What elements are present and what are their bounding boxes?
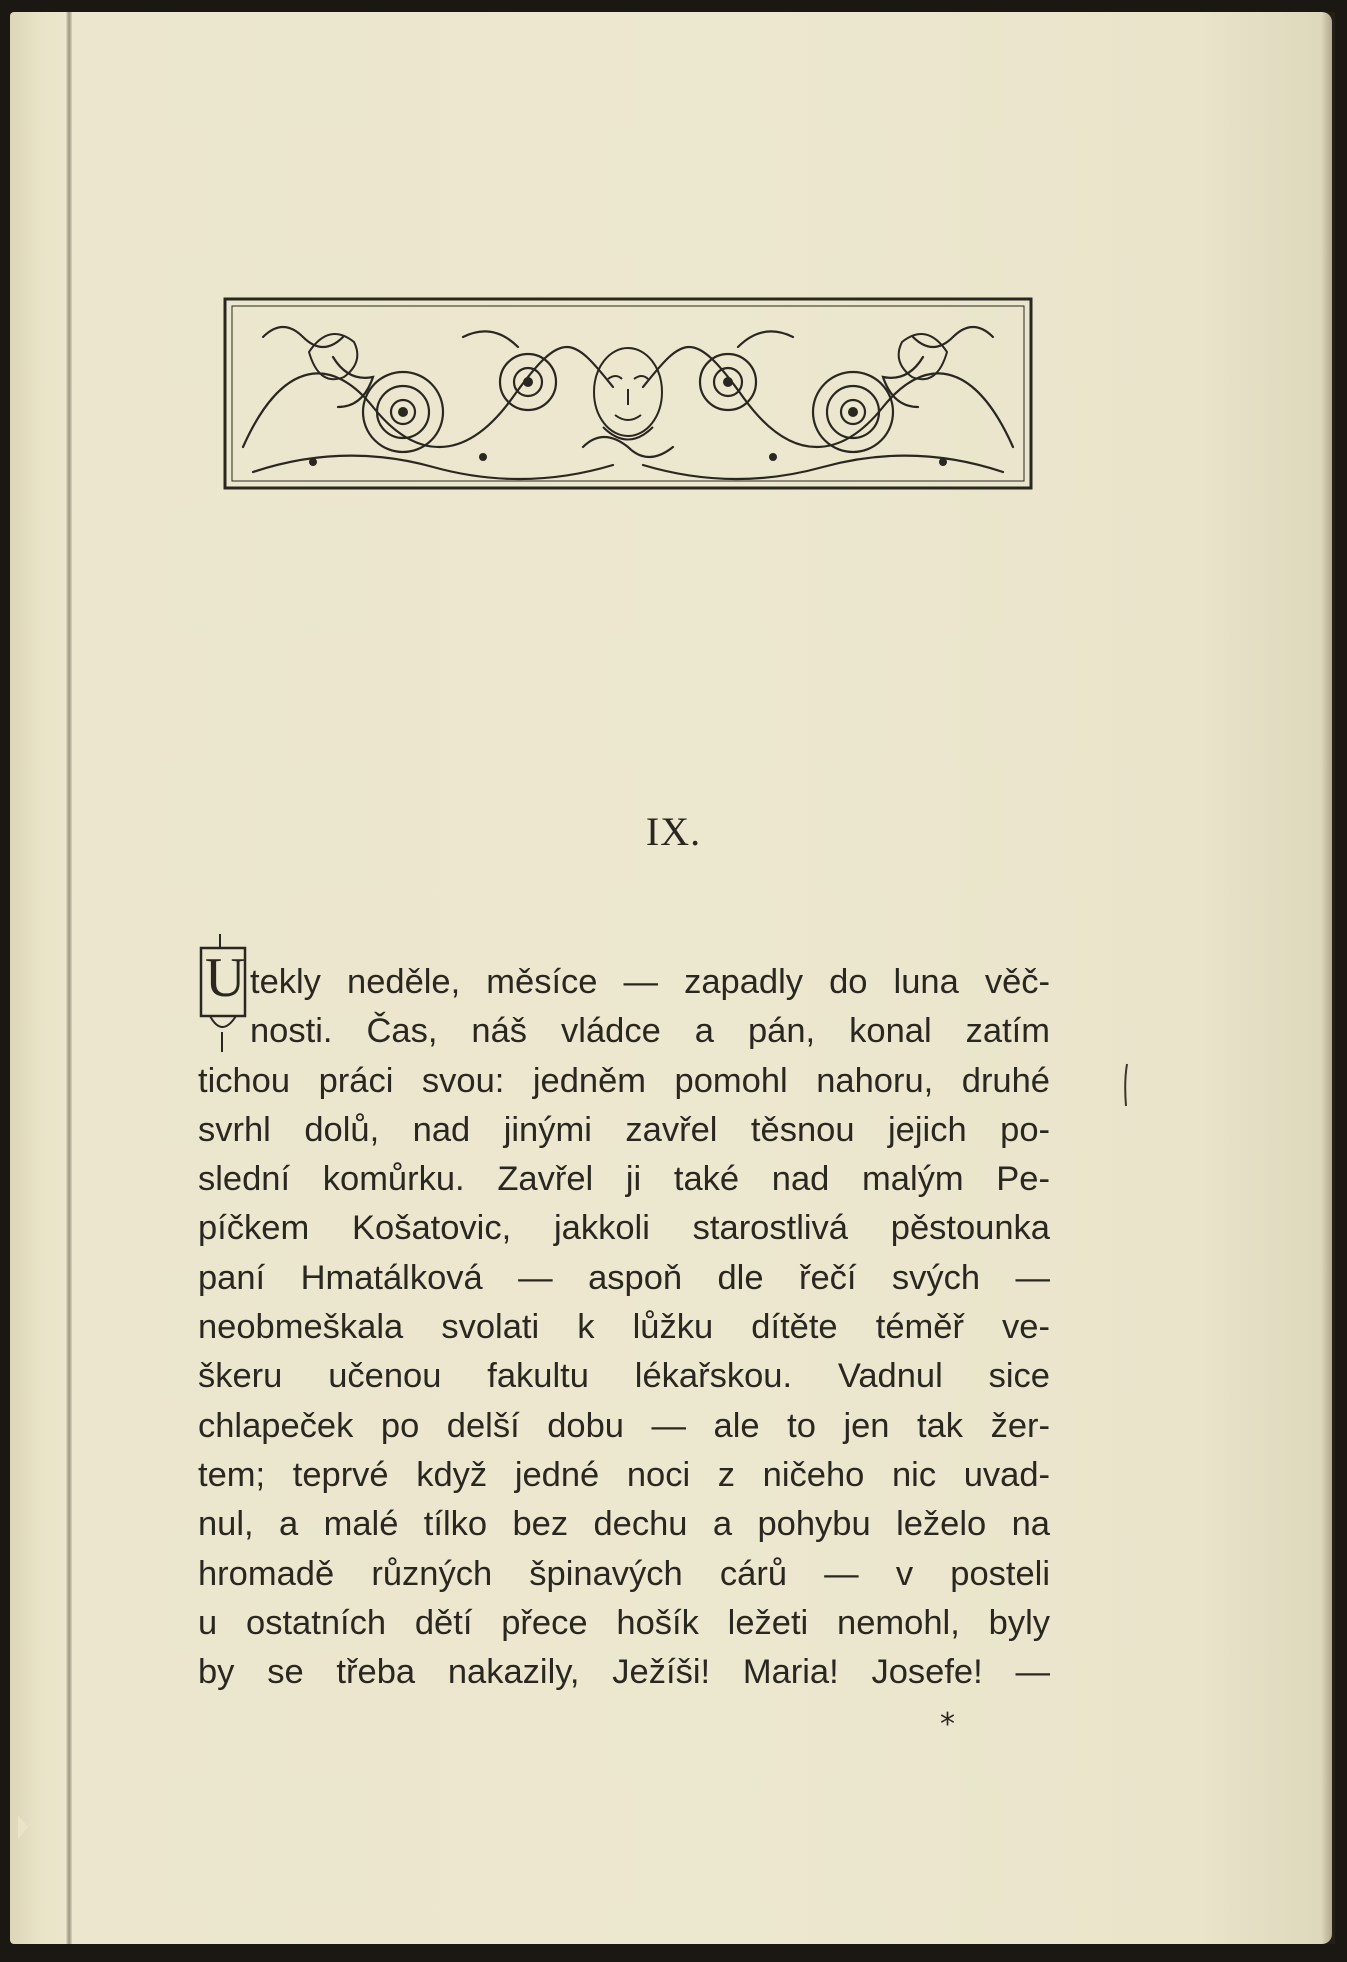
text-line: neobmeškala svolati k lůžku dítěte téměř ve- bbox=[198, 1308, 1050, 1347]
signature-mark: * bbox=[940, 1707, 955, 1742]
text-line: hromadě různých špinavých cárů — v posteli bbox=[198, 1554, 1050, 1593]
text-line: u ostatních dětí přece hošík ležeti nemohl, byly bbox=[198, 1603, 1050, 1642]
ornamental-headpiece bbox=[223, 297, 1033, 490]
text-line: svrhl dolů, nad jinými zavřel těsnou jejich po- bbox=[198, 1110, 1050, 1149]
text-line: paní Hmatálková — aspoň dle řečí svých — bbox=[198, 1258, 1050, 1297]
page-edge-shadow bbox=[1321, 12, 1335, 1944]
text-line: slední komůrku. Zavřel ji také nad malým Pe- bbox=[198, 1160, 1050, 1199]
text-line: škeru učenou fakultu lékařskou. Vadnul sice bbox=[198, 1357, 1050, 1396]
text-line: chlapeček po delší dobu — ale to jen tak žer- bbox=[198, 1406, 1050, 1445]
text-line: by se třeba nakazily, Ježíši! Maria! Josefe! — bbox=[198, 1653, 1050, 1692]
page-gutter-shadow bbox=[66, 12, 72, 1944]
margin-pencil-mark bbox=[1123, 1062, 1129, 1108]
text-line: tem; teprvé když jedné noci z ničeho nic uvad- bbox=[198, 1455, 1050, 1494]
chapter-body-text bbox=[198, 958, 1050, 1697]
text-line: tichou práci svou: jedněm pomohl nahoru, druhé bbox=[198, 1061, 1050, 1100]
drop-cap-letter: U bbox=[205, 947, 246, 1009]
text-line: nul, a malé tílko bez dechu a pohybu leželo na bbox=[198, 1505, 1050, 1544]
text-line: píčkem Košatovic, jakkoli starostlivá pěstounka bbox=[198, 1209, 1050, 1248]
page-edge-marker-icon bbox=[16, 1813, 30, 1841]
text-line: tekly neděle, měsíce — zapadly do luna věč- bbox=[250, 963, 1050, 1001]
text-line: nosti. Čas, náš vládce a pán, konal zatím bbox=[250, 1012, 1050, 1051]
chapter-number: IX. bbox=[645, 809, 702, 854]
